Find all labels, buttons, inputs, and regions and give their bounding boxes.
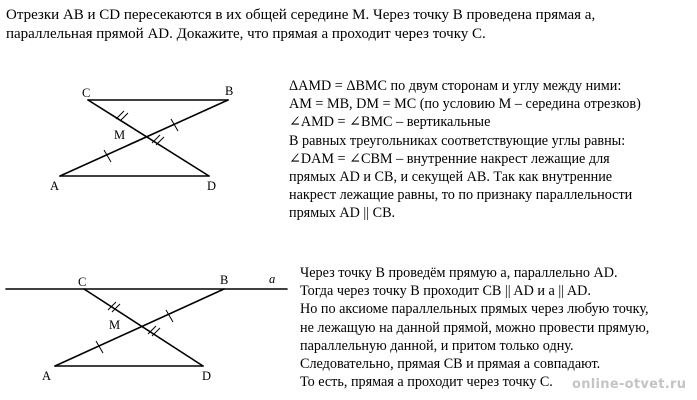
label-a-fig2: A xyxy=(42,369,52,383)
segment-ab-fig2 xyxy=(55,289,224,366)
solution-line: параллельную данной, и притом только одну. xyxy=(300,337,574,354)
solution-line: ΔAMD = ΔBMC по двум сторонам и углу между ними: xyxy=(289,78,622,94)
label-d-fig1: D xyxy=(207,179,217,193)
solution-line: Через точку B проведём прямую a, параллельно AD. xyxy=(300,265,618,281)
solution-line: накрест лежащие равны, то по признаку параллельности xyxy=(289,187,633,204)
label-d-fig2: D xyxy=(202,369,212,383)
solution-line: Но по аксиоме параллельных прямых через любую точку, xyxy=(300,301,649,318)
solution-line: То есть, прямая a проходит через точку C. xyxy=(300,374,553,391)
label-m-fig2: M xyxy=(109,318,121,332)
label-a-fig1: A xyxy=(50,179,60,193)
label-c-fig1: C xyxy=(82,86,91,100)
solution-line: прямых AD || CB. xyxy=(289,205,396,222)
solution-line: В равных треугольниках соответствующие углы равны: xyxy=(289,132,626,149)
solution-line: ∠AMD = ∠BMC – вертикальные xyxy=(289,114,491,131)
solution-line: AM = MB, DM = MC (по условию M – середина отрезков) xyxy=(289,96,641,113)
solution-2 xyxy=(300,264,695,391)
label-b-fig2: B xyxy=(220,273,229,287)
solution-line: не лежащую на данной прямой, можно провести прямую, xyxy=(300,319,650,336)
solution-line: прямых AD и CB, и секущей AB. Так как внутренние xyxy=(289,169,613,186)
equal-marks-fig2 xyxy=(96,302,173,353)
solution-line: ∠DAM = ∠CBM – внутренние накрест лежащие для xyxy=(289,150,610,167)
watermark: online-otvet.ru xyxy=(572,377,687,392)
solution-line: Тогда через точку B проходит CB || AD и a || AD. xyxy=(300,283,591,300)
problem-line: параллельная прямой AD. Докажите, что прямая a проходит через точку C. xyxy=(6,26,486,42)
segment-cd-fig2 xyxy=(84,289,203,366)
label-c-fig2: C xyxy=(78,275,87,289)
problem-line: Отрезки AB и CD пересекаются в их общей середине M. Через точку B проведена прямая a, xyxy=(6,7,596,23)
label-a-line: a xyxy=(269,272,276,286)
solution-line: Следовательно, прямая CB и прямая a совпадают. xyxy=(300,356,601,373)
label-m-fig1: M xyxy=(114,128,126,142)
label-b-fig1: B xyxy=(225,84,234,98)
